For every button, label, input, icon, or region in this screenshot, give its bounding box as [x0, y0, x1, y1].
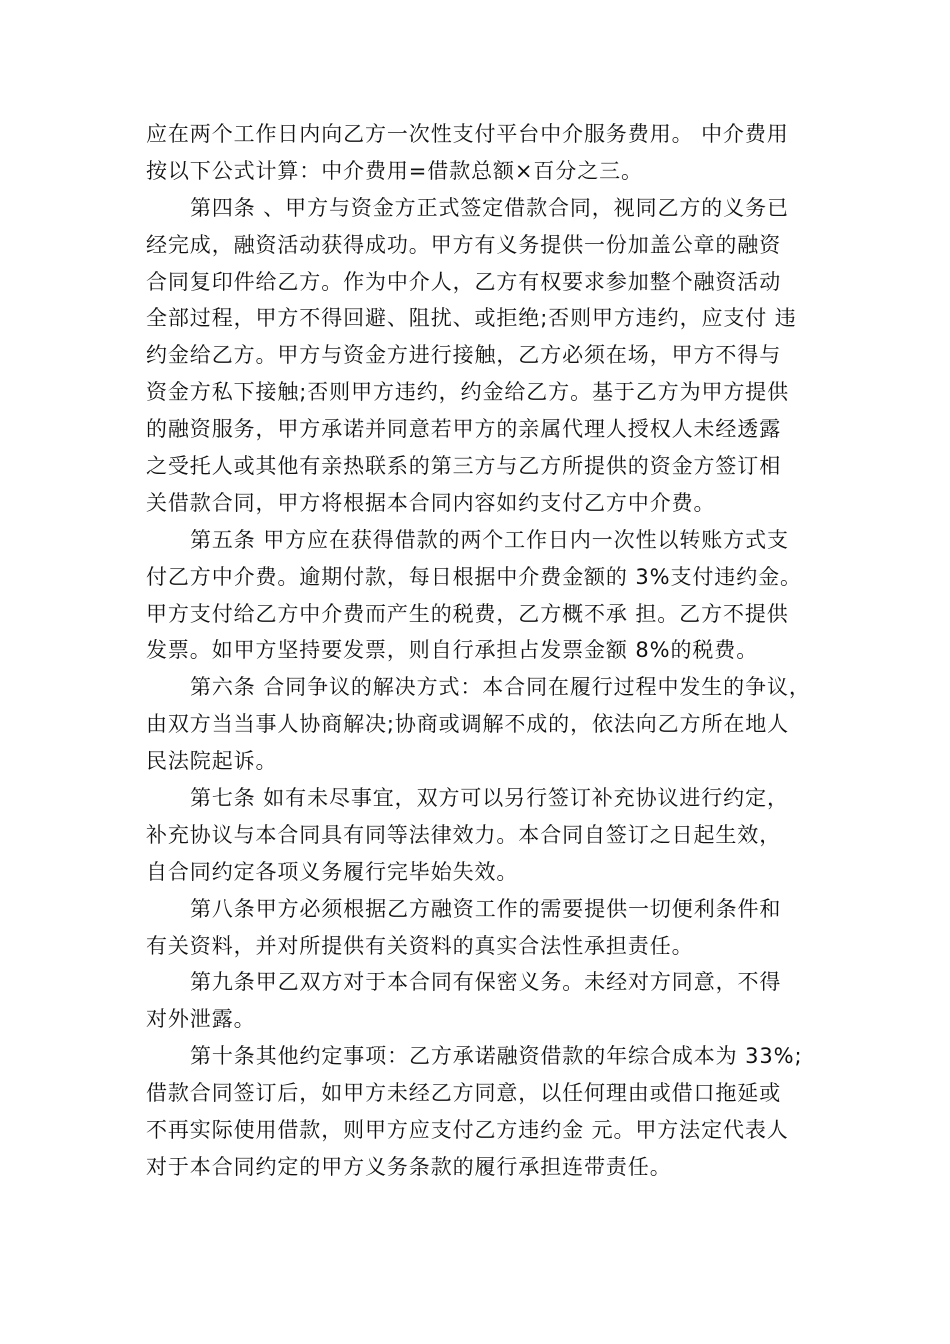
text-line: 对于本合同约定的甲方义务条款的履行承担连带责任。 — [146, 1154, 672, 1179]
text-line: 有关资料，并对所提供有关资料的真实合法性承担责任。 — [146, 933, 694, 958]
text-line: 的融资服务，甲方承诺并同意若甲方的亲属代理人授权人未经透露 — [146, 417, 782, 442]
text-line: 付乙方中介费。逾期付款，每日根据中介费金额的 3%支付违约金。 — [146, 564, 802, 589]
article-7-line: 第七条 如有未尽事宜，双方可以另行签订补充协议进行约定， — [190, 786, 789, 811]
text-line: 自合同约定各项义务履行完毕始失效。 — [146, 859, 519, 884]
text-line: 发票。如甲方坚持要发票，则自行承担占发票金额 8%的税费。 — [146, 638, 759, 663]
text-line: 民法院起诉。 — [146, 749, 278, 774]
text-line: 对外泄露。 — [146, 1007, 256, 1032]
text-line: 应在两个工作日内向乙方一次性支付平台中介服务费用。 中介费用 — [146, 122, 789, 146]
article-8-line: 第八条甲方必须根据乙方融资工作的需要提供一切便利条件和 — [190, 896, 782, 921]
text-line: 关借款合同，甲方将根据本合同内容如约支付乙方中介费。 — [146, 490, 716, 515]
text-line: 借款合同签订后，如甲方未经乙方同意，以任何理由或借口拖延或 — [146, 1081, 782, 1106]
text-line: 按以下公式计算：中介费用=借款总额×百分之三。 — [146, 158, 643, 183]
article-5-line: 第五条 甲方应在获得借款的两个工作日内一次性以转账方式支 — [190, 527, 789, 552]
text-line: 不再实际使用借款，则甲方应支付乙方违约金 元。甲方法定代表人 — [146, 1118, 789, 1143]
text-line: 合同复印件给乙方。作为中介人，乙方有权要求参加整个融资活动 — [146, 269, 782, 294]
text-line: 由双方当当事人协商解决;协商或调解不成的，依法向乙方所在地人 — [146, 712, 790, 737]
article-6-line: 第六条 合同争议的解决方式：本合同在履行过程中发生的争议， — [190, 675, 811, 700]
article-9-line: 第九条甲乙双方对于本合同有保密义务。未经对方同意，不得 — [190, 970, 782, 995]
article-4-line: 第四条 、甲方与资金方正式签定借款合同，视同乙方的义务已 — [190, 195, 789, 220]
text-line: 之受托人或其他有亲热联系的第三方与乙方所提供的资金方签订相 — [146, 454, 782, 479]
contract-body-text — [146, 116, 816, 1186]
text-line: 资金方私下接触;否则甲方违约，约金给乙方。基于乙方为甲方提供 — [146, 380, 790, 405]
text-line: 经完成，融资活动获得成功。甲方有义务提供一份加盖公章的融资 — [146, 232, 782, 257]
text-line: 甲方支付给乙方中介费而产生的税费，乙方概不承 担。乙方不提供 — [146, 601, 789, 626]
text-line: 全部过程，甲方不得回避、阻扰、或拒绝;否则甲方违约，应支付 违 — [146, 306, 797, 331]
text-line: 补充协议与本合同具有同等法律效力。本合同自签订之日起生效， — [146, 822, 782, 847]
text-line: 约金给乙方。甲方与资金方进行接触，乙方必须在场，甲方不得与 — [146, 343, 782, 368]
article-10-line: 第十条其他约定事项：乙方承诺融资借款的年综合成本为 33%; — [190, 1044, 803, 1069]
